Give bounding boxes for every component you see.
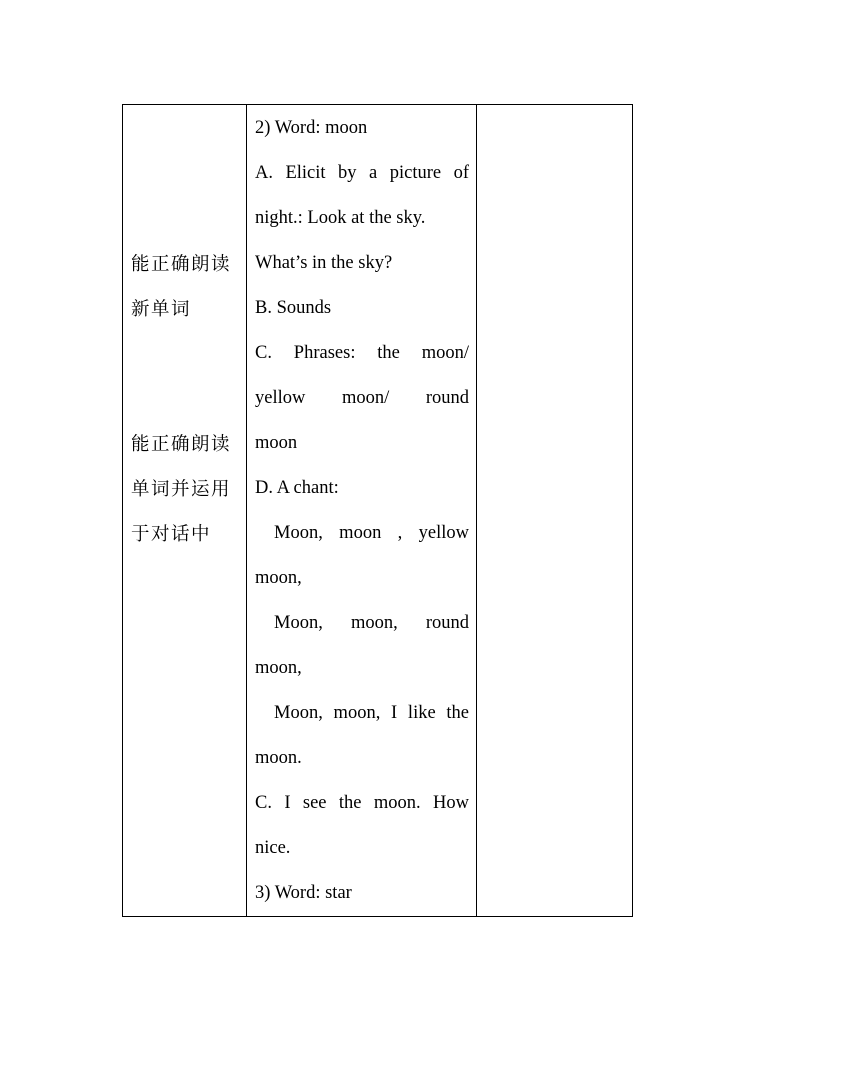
process-line: B. Sounds <box>255 298 332 318</box>
process-line-word-star: 3) Word: star <box>255 883 352 903</box>
goal-line: 单词并运用 <box>131 479 232 500</box>
goal-text-use-in-dialogue <box>131 422 243 557</box>
goal-line: 能正确朗读 <box>131 434 232 455</box>
goal-line: 能正确朗读 <box>131 254 232 275</box>
table-row <box>123 105 633 917</box>
process-line: C. Phrases: the moon/ <box>255 343 469 363</box>
lesson-plan-table <box>122 104 633 917</box>
process-line: What’s in the sky? <box>255 253 393 273</box>
process-line: C. I see the moon. How <box>255 793 469 813</box>
chant-line: moon. <box>255 748 302 768</box>
process-line: nice. <box>255 838 291 858</box>
goal-line: 新单词 <box>131 299 192 320</box>
process-line: moon <box>255 433 298 453</box>
notes-column-cell <box>477 105 633 917</box>
chant-line: Moon, moon, I like the <box>274 703 469 723</box>
chant-line: moon, <box>255 658 302 678</box>
chant-line: Moon, moon , yellow <box>274 523 469 543</box>
process-line: yellow moon/ round <box>255 388 469 408</box>
process-line-word-moon: 2) Word: moon <box>255 118 368 138</box>
process-line: night.: Look at the sky. <box>255 208 426 228</box>
chant-line: moon, <box>255 568 302 588</box>
process-column-cell <box>247 105 477 917</box>
process-line: A. Elicit by a picture of <box>255 163 469 183</box>
goal-text-read-new-words <box>131 242 243 332</box>
goal-column-cell <box>123 105 247 917</box>
chant-line: Moon, moon, round <box>274 613 469 633</box>
goal-line: 于对话中 <box>131 524 212 545</box>
process-line: D. A chant: <box>255 478 339 498</box>
